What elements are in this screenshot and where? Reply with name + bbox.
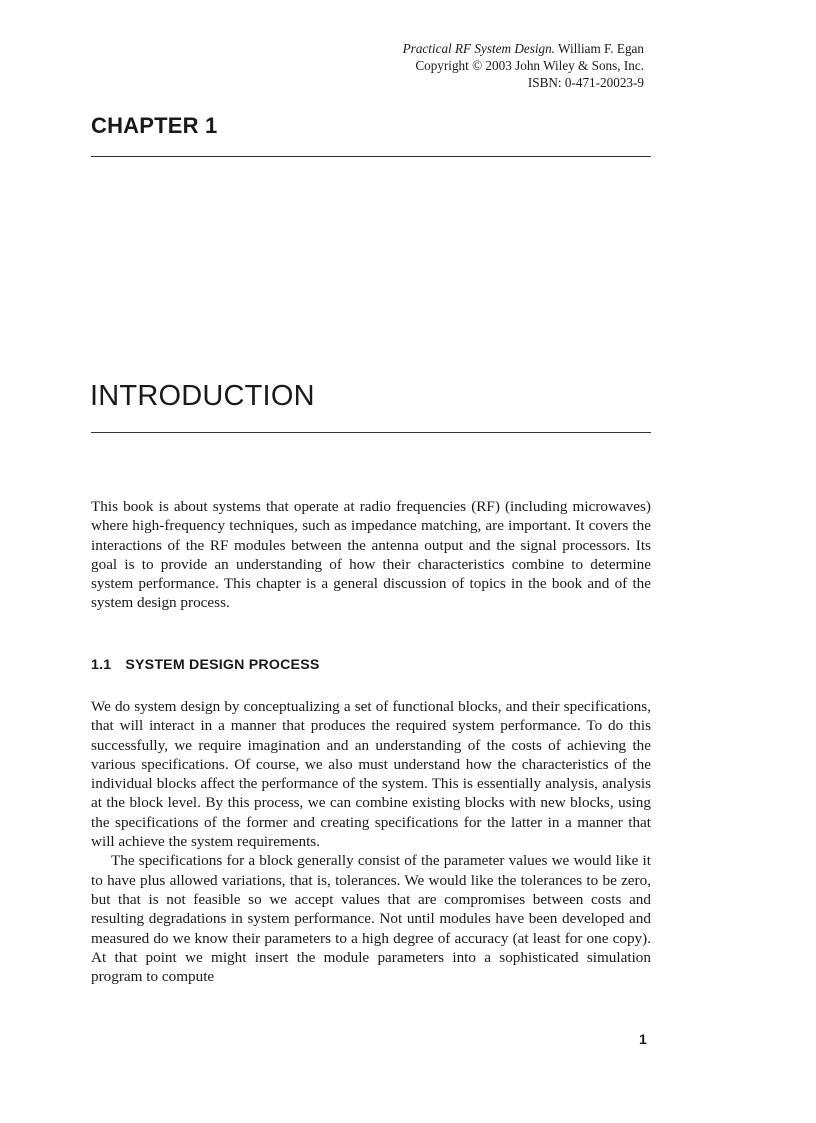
chapter-title: INTRODUCTION xyxy=(90,380,315,412)
copyright-header xyxy=(403,40,644,91)
copyright-line: Copyright © 2003 John Wiley & Sons, Inc. xyxy=(415,58,644,73)
page-number: 1 xyxy=(639,1031,647,1047)
chapter-label: CHAPTER 1 xyxy=(91,113,218,138)
section-paragraph: We do system design by conceptualizing a set of functional blocks, and their specifications, that will interact in a manner that produces the required system performance. To do this successfully, we require imagination and an understanding of the costs of achieving the various specifications. Of course, we also must understand how the characteristics of the individual blocks affect the performance of the system. This is essentially analysis, analysis at the block level. By this process, we can combine existing blocks with new blocks, using the specifications of the former and creating specifications for the latter in a manner that will achieve the system requirements. xyxy=(91,698,651,851)
header-line-1 xyxy=(403,40,644,57)
section-heading xyxy=(91,657,320,673)
chapter-title-rule xyxy=(91,432,651,433)
chapter-label-rule xyxy=(91,156,651,157)
book-title: Practical RF System Design. xyxy=(402,41,555,56)
section-number: 1.1 xyxy=(91,657,112,673)
section-body xyxy=(91,697,651,986)
intro-section xyxy=(91,497,651,613)
section-title: SYSTEM DESIGN PROCESS xyxy=(125,657,320,673)
author-name: William F. Egan xyxy=(558,41,644,56)
isbn-line: ISBN: 0-471-20023-9 xyxy=(527,75,644,90)
intro-paragraph: This book is about systems that operate at radio frequencies (RF) (including microwaves) where high-frequency techniques, such as impedance matching, are important. It covers the interactions of the RF modules between the antenna output and the signal processors. Its goal is to provide an understanding of how their characteristics combine to determine system performance. This chapter is a general discussion of topics in the book and of the system design process. xyxy=(91,498,651,612)
section-paragraph: The specifications for a block generally consist of the parameter values we would like it to have plus allowed variations, that is, tolerances. We would like the tolerances to be zero, but that is not feasible so we accept values that are compromises between costs and resulting degradations in system performance. Not until modules have been developed and measured do we know their parameters to a high degree of accuracy (at least for one copy). At that point we might insert the module parameters into a sophisticated simulation program to compute xyxy=(91,852,651,986)
